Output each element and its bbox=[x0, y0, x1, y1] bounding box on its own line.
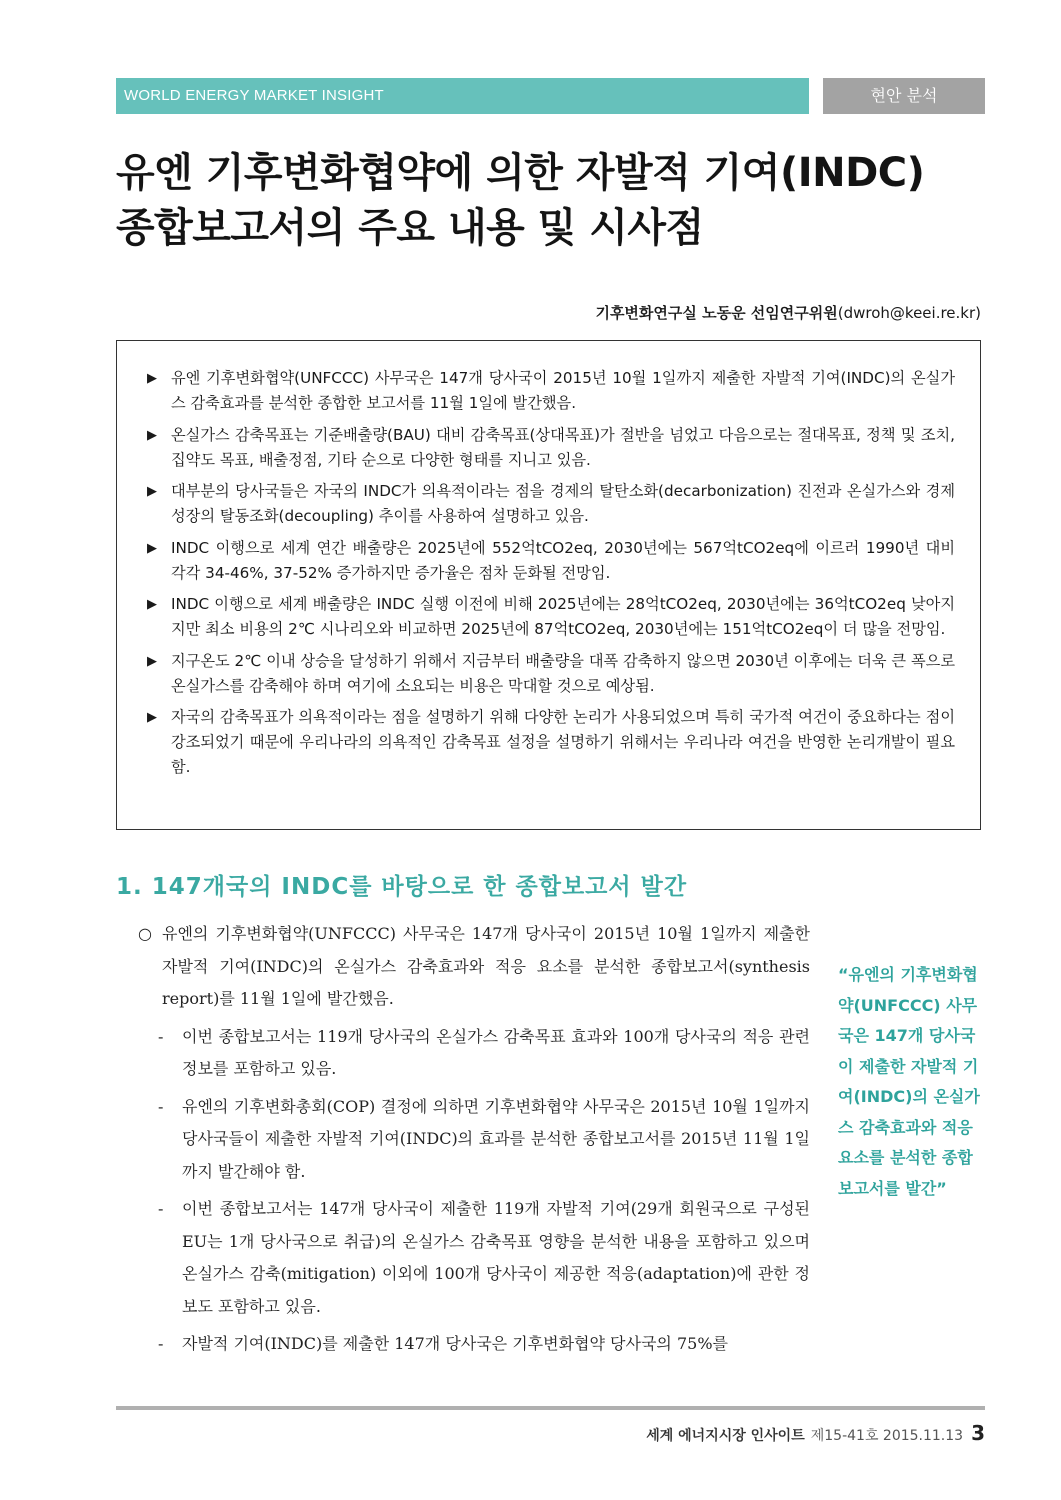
dash-bullet: - bbox=[158, 1199, 164, 1218]
article-title-line-1: 유엔 기후변화협약에 의한 자발적 기여(INDC) bbox=[116, 150, 925, 196]
summary-list bbox=[145, 366, 955, 787]
summary-item bbox=[145, 479, 955, 529]
summary-item bbox=[145, 705, 955, 780]
triangle-bullet-icon: ▶ bbox=[147, 710, 157, 725]
triangle-bullet-icon: ▶ bbox=[147, 653, 157, 669]
summary-text: 유엔 기후변화협약(UNFCCC) 사무국은 147개 당사국이 2015년 10월 1일까지 제출한 자발적 기여(INDC)의 온실가스 감축효과를 분석한 종합한 보고서를 11월 1일에 발간했음. bbox=[171, 369, 955, 412]
section-1-body bbox=[138, 918, 810, 1366]
dash-bullet: - bbox=[158, 1026, 164, 1046]
summary-text: INDC 이행으로 세계 배출량은 INDC 실행 이전에 비해 2025년에는 28억tCO2eq, 2030년에는 36억tCO2eq 낮아지지만 최소 비용의 2℃ 시나리오와 비교하면 2025년에 87억tCO2eq, 2030년에는 151억tCO2eq이 더 많을 전망임. bbox=[171, 595, 955, 638]
triangle-bullet-icon: ▶ bbox=[147, 427, 157, 443]
sub-item bbox=[138, 1328, 810, 1361]
summary-item bbox=[145, 592, 955, 642]
circle-bullet-icon: ○ bbox=[138, 924, 152, 943]
author-line bbox=[595, 302, 981, 323]
summary-box bbox=[116, 340, 981, 830]
sub-item-text: 자발적 기여(INDC)를 제출한 147개 당사국은 기후변화협약 당사국의 75%를 bbox=[182, 1334, 728, 1353]
sub-item-text: 이번 종합보고서는 119개 당사국의 온실가스 감축목표 효과와 100개 당사국의 적응 관련 정보를 포함하고 있음. bbox=[182, 1026, 810, 1078]
header-bar bbox=[116, 78, 809, 114]
summary-item bbox=[145, 366, 955, 416]
summary-text: INDC 이행으로 세계 연간 배출량은 2025년에 552억tCO2eq, 2030년에는 567억tCO2eq에 이르러 1990년 대비 각각 34-46%, 37-52% 증가하지만 증가율은 점차 둔화될 전망임. bbox=[171, 538, 955, 582]
triangle-bullet-icon: ▶ bbox=[147, 371, 157, 386]
main-paragraph bbox=[138, 918, 810, 1016]
section-badge: 현안 분석 bbox=[823, 78, 985, 114]
summary-item bbox=[145, 423, 955, 473]
summary-text: 대부분의 당사국들은 자국의 INDC가 의욕적이라는 점을 경제의 탈탄소화(decarbonization) 진전과 온실가스와 경제성장의 탈동조화(decoupling) 추이를 사용하여 설명하고 있음. bbox=[171, 482, 955, 525]
section-1-heading: 1. 147개국의 INDC를 바탕으로 한 종합보고서 발간 bbox=[116, 874, 688, 900]
triangle-bullet-icon: ▶ bbox=[147, 540, 157, 556]
article-title-line-2: 종합보고서의 주요 내용 및 시사점 bbox=[116, 205, 704, 251]
article-title bbox=[116, 146, 1016, 256]
footer bbox=[646, 1421, 985, 1445]
summary-text: 온실가스 감축목표는 기준배출량(BAU) 대비 감축목표(상대목표)가 절반을 넘었고 다음으로는 절대목표, 정책 및 조치, 집약도 목표, 배출정점, 기타 순으로 다양한 형태를 지니고 있음. bbox=[171, 425, 955, 469]
sub-item-text: 유엔의 기후변화총회(COP) 결정에 의하면 기후변화협약 사무국은 2015년 10월 1일까지 당사국들이 제출한 자발적 기여(INDC)의 효과를 분석한 종합보고서를 2015년 11월 1일까지 발간해야 함. bbox=[182, 1096, 810, 1181]
author-email: (dwroh@keei.re.kr) bbox=[837, 304, 981, 322]
author-name: 기후변화연구실 노동운 선임연구위원 bbox=[595, 304, 838, 322]
publication-header-title: WORLD ENERGY MARKET INSIGHT bbox=[124, 87, 384, 104]
sub-item-text: 이번 종합보고서는 147개 당사국이 제출한 119개 자발적 기여(29개 회원국으로 구성된 EU는 1개 당사국으로 취급)의 온실가스 감축목표 영향을 분석한 내용을 포함하고 있으며 온실가스 감축(mitigation) 이외에 100개 당사국이 제공한 적응(adaptation)에 관한 정보도 포함하고 있음. bbox=[182, 1199, 810, 1316]
sub-item bbox=[138, 1091, 810, 1189]
footer-divider bbox=[116, 1406, 985, 1410]
sub-item bbox=[138, 1021, 810, 1086]
triangle-bullet-icon: ▶ bbox=[147, 597, 157, 612]
dash-bullet: - bbox=[158, 1096, 164, 1116]
sub-item bbox=[138, 1193, 810, 1323]
page-number: 3 bbox=[971, 1421, 985, 1445]
summary-text: 지구온도 2℃ 이내 상승을 달성하기 위해서 지금부터 배출량을 대폭 감축하지 않으면 2030년 이후에는 더욱 큰 폭으로 온실가스를 감축해야 하며 여기에 소요되는 비용은 막대할 것으로 예상됨. bbox=[171, 651, 955, 695]
dash-bullet: - bbox=[158, 1334, 164, 1353]
summary-item bbox=[145, 536, 955, 586]
summary-item bbox=[145, 649, 955, 699]
footer-issue: 제15-41호 2015.11.13 bbox=[810, 1428, 964, 1444]
pull-quote: “유엔의 기후변화협약(UNFCCC) 사무국은 147개 당사국이 제출한 자발적 기여(INDC)의 온실가스 감축효과와 적응 요소를 분석한 종합보고서를 발간” bbox=[838, 965, 980, 1198]
main-paragraph-text: 유엔의 기후변화협약(UNFCCC) 사무국은 147개 당사국이 2015년 10월 1일까지 제출한 자발적 기여(INDC)의 온실가스 감축효과와 적응 요소를 분석한 종합보고서(synthesis report)를 11월 1일에 발간했음. bbox=[162, 924, 810, 1008]
summary-text: 자국의 감축목표가 의욕적이라는 점을 설명하기 위해 다양한 논리가 사용되었으며 특히 국가적 여건이 중요하다는 점이 강조되었기 때문에 우리나라의 의욕적인 감축목표 설정을 설명하기 위해서는 우리나라 여건을 반영한 논리개발이 필요함. bbox=[171, 708, 955, 776]
triangle-bullet-icon: ▶ bbox=[147, 484, 157, 499]
footer-publication: 세계 에너지시장 인사이트 bbox=[646, 1428, 805, 1444]
